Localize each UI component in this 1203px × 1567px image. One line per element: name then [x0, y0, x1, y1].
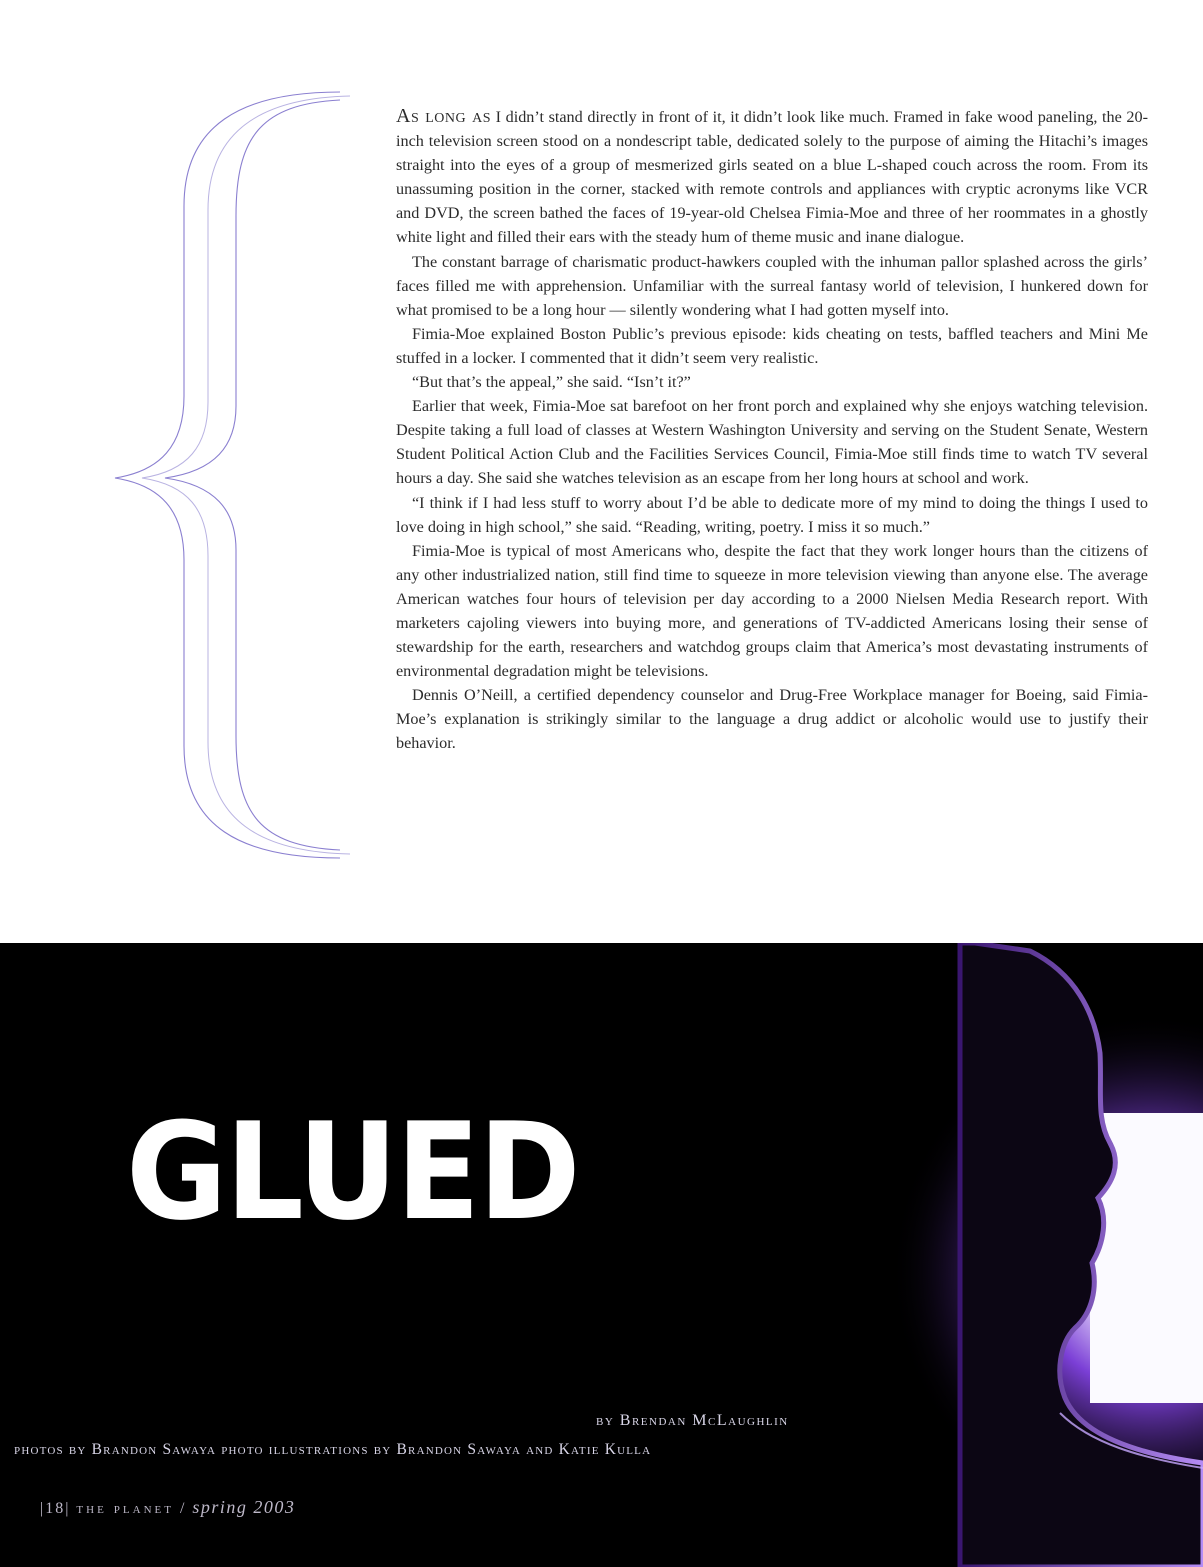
publication-name: the planet — [76, 1500, 174, 1517]
tv-glow-silhouette-image — [0, 943, 1203, 1567]
brace-outline-inner — [165, 100, 340, 850]
brace-outline-shadow — [142, 96, 350, 854]
folio-separator: / — [179, 1500, 187, 1517]
article-paragraph-2: The constant barrage of charismatic product-hawkers coupled with the inhuman pallor splashed across the girls’ faces filled me with apprehension. Unfamiliar with the surreal fantasy world of television, I hunkered down for what promised to be a long hour — silently wondering what I had gotten myself into. — [396, 252, 1148, 319]
photo-credits: photos by Brandon Sawaya photo illustrations by Brandon Sawaya and Katie Kulla — [14, 1441, 652, 1458]
article-paragraph-6: “I think if I had less stuff to worry about I’d be able to dedicate more of my mind to doing the things I used to love doing in high school,” she said. “Reading, writing, poetry. I miss it so much.” — [396, 493, 1148, 536]
curly-brace-ornament — [110, 86, 350, 864]
article-title: GLUED — [126, 1094, 579, 1250]
article-body — [396, 104, 1148, 756]
author-byline: by Brendan McLaughlin — [596, 1412, 789, 1429]
silhouette-photo — [0, 943, 1203, 1567]
article-paragraph-3: Fimia-Moe explained Boston Public’s previous episode: kids cheating on tests, baffled teachers and Mini Me stuffed in a locker. I commented that it didn’t seem very realistic. — [396, 324, 1148, 367]
paragraph-text: I didn’t stand directly in front of it, it didn’t look like much. Framed in fake wood paneling, the 20-inch television screen stood on a nondescript table, dedicated solely to the purpose of aiming the Hitachi’s images straight into the eyes of a group of mesmerized girls seated on a blue L-shaped couch across the room. From its unassuming position in the corner, stacked with remote controls and appliances with cryptic acronyms like VCR and DVD, the screen bathed the faces of 19-year-old Chelsea Fimia-Moe and three of her roommates in a ghostly white light and filled their ears with the steady hum of theme music and inane dialogue. — [396, 108, 1148, 247]
article-paragraph-7: Fimia-Moe is typical of most Americans who, despite the fact that they work longer hours than the citizens of any other industrialized nation, still find time to squeeze in more television viewing than anyone else. The average American watches four hours of television per day according to a 2000 Nielsen Media Research report. With marketers cajoling viewers into buying more, and generations of TV-addicted Americans losing their sense of stewardship for the earth, researchers and watchdog groups claim that America’s most devastating instruments of environmental degradation might be televisions. — [396, 541, 1148, 681]
issue-season: spring 2003 — [192, 1497, 296, 1517]
article-paragraph-5: Earlier that week, Fimia-Moe sat barefoot on her front porch and explained why she enjoys watching television. Despite taking a full load of classes at Western Washington University and serving on the Student Senate, Western Student Political Action Club and the Facilities Services Council, Fimia-Moe still finds time to watch TV several hours a day. She said she watches television as an escape from her long hours at school and work. — [396, 397, 1148, 488]
article-paragraph-1 — [396, 104, 1148, 250]
lead-in-small-caps: As long as — [396, 105, 492, 127]
page-number: |18| — [40, 1500, 71, 1517]
page-footer — [40, 1497, 295, 1518]
article-paragraph-8: Dennis O’Neill, a certified dependency counselor and Drug-Free Workplace manager for Boeing, said Fimia-Moe’s explanation is strikingly similar to the language a drug addict or alcoholic would use to justify their behavior. — [396, 686, 1148, 753]
brace-outline-outer — [115, 92, 340, 858]
article-paragraph-4: “But that’s the appeal,” she said. “Isn’t it?” — [412, 373, 691, 392]
